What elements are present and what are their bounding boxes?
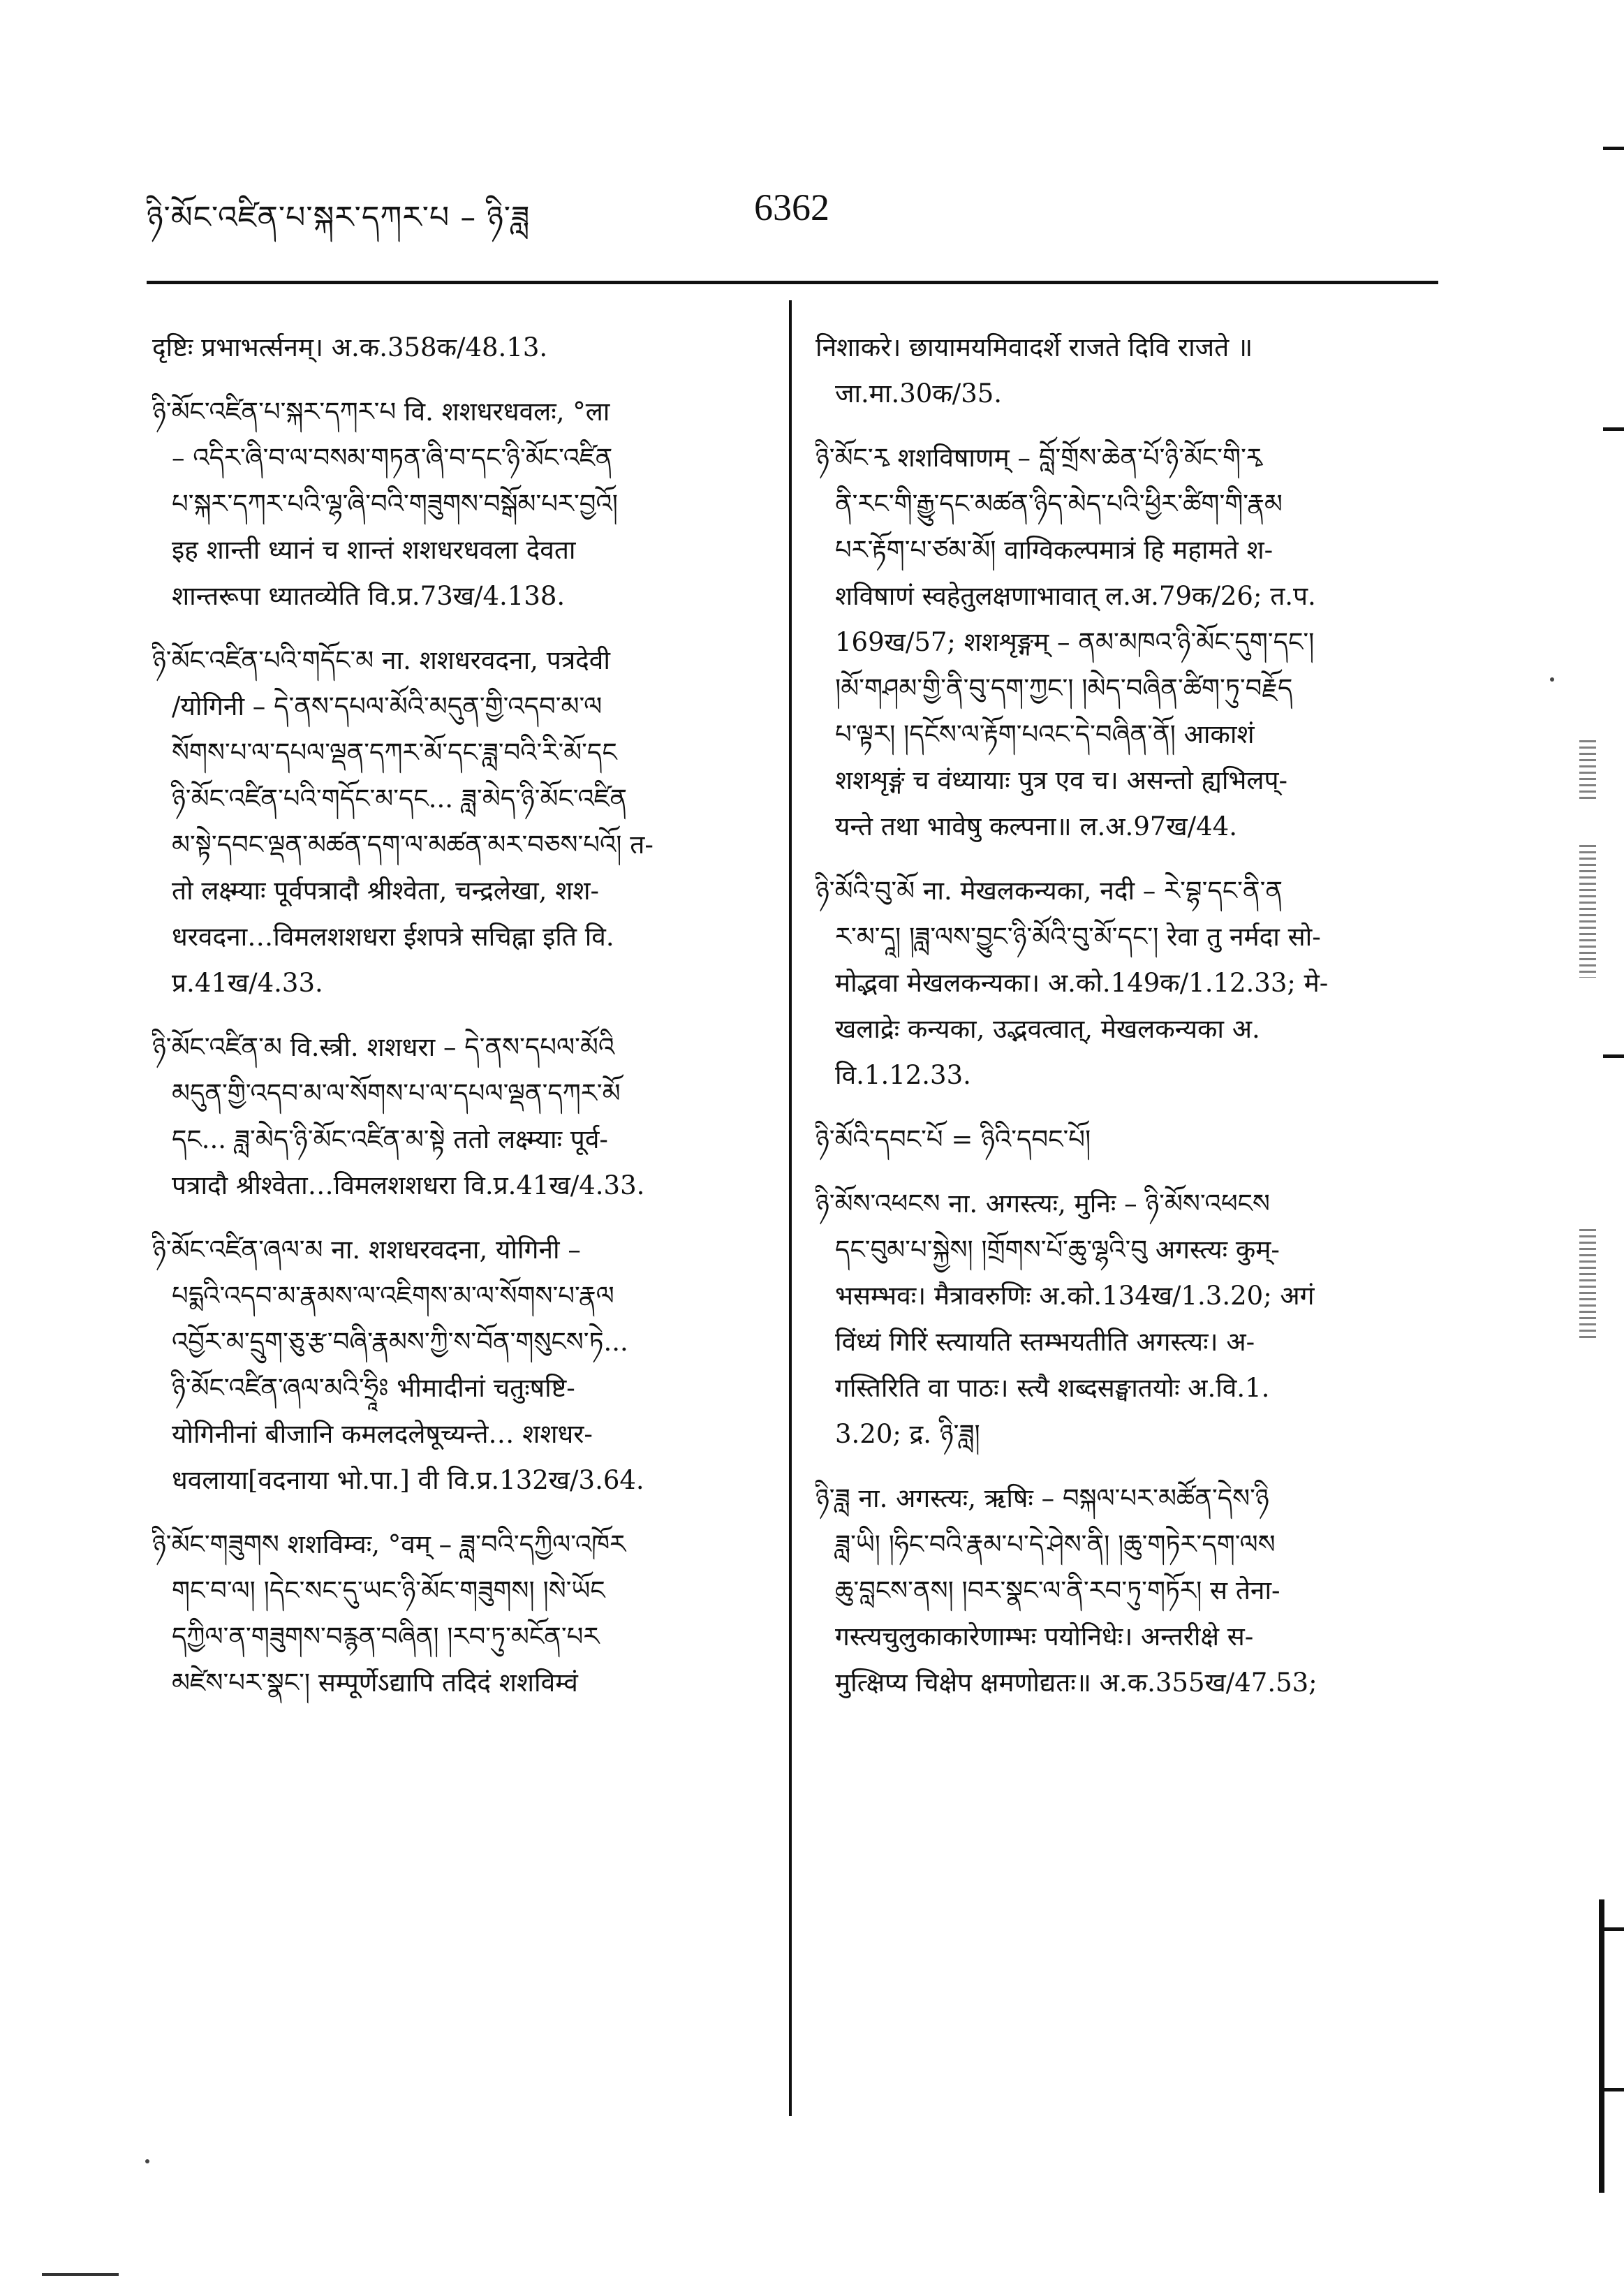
entry-headline: ཉི་མོང་རྭ शशविषाणम् – བློ་གྲོས་ཆེན་པོ་ཉི་མོང་གི་རྭ — [815, 443, 1262, 473]
entry-headline: ཉི་མོའི་བུ་མོ ना. मेखलकन्यका, नदी – རེ་བྷ་དང་ནི་ན — [815, 876, 1283, 906]
entry-headline: ཉི་མོས་འཕངས ना. अगस्त्यः, मुनिः – ཉི་མོས་འཕངས — [815, 1189, 1270, 1219]
entry-text-line: མདུན་གྱི་འདབ་མ་ལ་སོགས་པ་ལ་དཔལ་ལྡན་དཀར་མོ — [172, 1078, 621, 1108]
entry-headline: ཉི་མོང་འཛིན་པའི་གདོང་མ ना. शशधरवदना, पत्रदेवी — [152, 645, 610, 675]
edge-binding-line — [1599, 1899, 1604, 2193]
entry-text-line: यन्ते तथा भावेषु कल्पना॥ ल.अ.97ख/44. — [835, 811, 1237, 841]
entry-text-line: योगिनीनां बीजानि कमलदलेषूच्यन्ते… शशधर- — [172, 1419, 593, 1449]
entry-text-line: इह शान्ती ध्यानं च शान्तं शशधरधवला देवता — [172, 535, 576, 565]
scan-speck — [145, 2159, 149, 2163]
entry-text-line: གང་བ་ལ། །དེང་སང་དུ་ཡང་ཉི་མོང་གཟུགས། །སེ་ཡོང — [172, 1575, 605, 1605]
page-number: 6362 — [754, 186, 829, 228]
entry-text-line: धरवदना…विमलशशधरा ईशपत्रे सचिह्ना इति वि. — [172, 922, 614, 952]
dictionary-entry — [152, 1227, 767, 1503]
dictionary-entry — [152, 1024, 767, 1209]
entry-text-line: 3.20; द्र. ཉི་ཟླ། — [835, 1419, 980, 1449]
dictionary-entry — [815, 1117, 1430, 1163]
dictionary-entry — [815, 1181, 1430, 1457]
entry-text-line: དང་བུམ་པ་སྐྱེས། །གྲོགས་པོ་ཆུ་ལྷའི་བུ अगस्त्यः कुम्- — [835, 1235, 1280, 1265]
entry-text-line: गस्त्यचुलुकाकारेणाम्भः पयोनिधेः। अन्तरीक्षे स- — [835, 1622, 1254, 1652]
entry-text-line: शान्तरूपा ध्यातव्येति वि.प्र.73ख/4.138. — [172, 581, 566, 611]
edge-mark — [1603, 1927, 1624, 1931]
edge-stain — [1579, 740, 1596, 803]
entry-text-line: ཆུ་བླངས་ནས། །བར་སྣང་ལ་ནི་རབ་ཏུ་གཏོར། स तेना- — [835, 1575, 1280, 1605]
entry-text-line: མ་སྟེ་དབང་ལྡན་མཚན་དག་ལ་མཚན་མར་བཅས་པའོ། त- — [172, 830, 654, 860]
entry-text-line: पत्रादौ श्रीश्वेता…विमलशशधरा वि.प्र.41ख/4.33. — [172, 1170, 645, 1200]
entry-text-line: པ་ལྟར། །དངོས་ལ་རྟོག་པའང་དེ་བཞིན་ནོ། आकाशं — [835, 719, 1255, 749]
edge-stain — [1579, 1229, 1596, 1341]
entry-headline: ཉི་མོའི་དབང་པོ = ཉིའི་དབང་པོ། — [815, 1124, 1091, 1154]
edge-mark — [1603, 427, 1624, 431]
entry-text-line: དང... ཟླ་མེད་ཉི་མོང་འཛིན་མ་སྟེ ततो लक्ष्म्याः पूर्व- — [172, 1124, 608, 1154]
entry-text-line: འབྱོར་མ་དྲུག་ཅུ་རྩ་བཞི་རྣམས་ཀྱི་ས་བོན་གསུངས་ཏེ... — [172, 1327, 628, 1357]
dictionary-entry — [152, 1522, 767, 1706]
entry-text-line: भसम्भवः। मैत्रावरुणिः अ.को.134ख/1.3.20; अगं — [835, 1281, 1315, 1311]
edge-mark — [1603, 147, 1624, 150]
entry-text-line: – འདིར་ཞི་བ་ལ་བསམ་གཏན་ཞི་བ་དང་ཉི་མོང་འཛིན — [172, 443, 613, 473]
entry-text-line: मुत्क्षिप्य चिक्षेप क्षमणोद्यतः॥ अ.क.355ख/47.53; — [835, 1668, 1317, 1698]
entry-text-line: विंध्यं गिरिं स्त्यायति स्तम्भयतीति अगस्त्यः। अ- — [835, 1327, 1255, 1357]
entry-text-line: /योगिनी – དེ་ནས་དཔལ་མོའི་མདུན་གྱི་འདབ་མ་ལ — [172, 691, 603, 721]
scan-speck — [1550, 677, 1554, 682]
column-divider — [789, 300, 792, 2116]
entry-text-line: པདྨའི་འདབ་མ་རྣམས་ལ་འཇིགས་མ་ལ་སོགས་པ་རྣལ — [172, 1281, 614, 1311]
entry-headline: दृष्टिः प्रभाभर्त्सनम्। अ.क.358क/48.13. — [152, 332, 548, 362]
entry-text-line: धवलाया[वदनाया भो.पा.] वी वि.प्र.132ख/3.64. — [172, 1465, 644, 1495]
entry-headline: ཉི་མོང་འཛིན་མ वि.स्त्री. शशधरा – དེ་ནས་དཔལ་མོའི — [152, 1032, 615, 1062]
dictionary-entry — [815, 325, 1430, 417]
entry-text-line: गस्तिरिति वा पाठः। स्त्यै शब्दसङ्घातयोः अ.वि.1. — [835, 1373, 1270, 1403]
entry-text-line: प्र.41ख/4.33. — [172, 968, 323, 998]
entry-text-line: ཉི་མོང་འཛིན་ཞལ་མའི་ཧྲཱིཿ भीमादीनां चतुःषष्टि- — [172, 1373, 575, 1403]
entry-headline: ཉི་མོང་འཛིན་པ་སྐར་དཀར་པ वि. शशधरधवलः, °ला — [152, 397, 610, 427]
edge-mark — [1603, 1054, 1624, 1058]
entry-text-line: मोद्भवा मेखलकन्यका। अ.को.149क/1.12.33; मे- — [835, 968, 1329, 998]
entry-text-line: ར་མ་དཱ། །ཟླ་ལས་བྱུང་ཉི་མོའི་བུ་མོ་དང༌། रेवा तु नर्मदा सो- — [835, 922, 1321, 952]
entry-text-line: खलाद्रेः कन्यका, उद्भवत्वात्, मेखलकन्यका अ. — [835, 1014, 1260, 1044]
entry-text-line: 169ख/57; शशशृङ्गम् – ནམ་མཁའ་ཉི་མོང་དུག་དང་། — [835, 627, 1315, 657]
entry-text-line: ནི་རང་གི་རྒྱུ་དང་མཚན་ཉིད་མེད་པའི་ཕྱིར་ཚིག་གི་རྣམ — [835, 489, 1283, 519]
entry-text-line: जा.मा.30क/35. — [835, 378, 1003, 409]
entry-text-line: དཀྱིལ་ན་གཟུགས་བརྙན་བཞིན། །རབ་ཏུ་མངོན་པར — [172, 1622, 600, 1652]
entry-text-line: །མོ་གཤམ་གྱི་ནི་བུ་དག་ཀྱང༌། །མེད་བཞིན་ཚིག་ཏུ་བརྗོད — [835, 673, 1293, 703]
dictionary-entry — [152, 325, 767, 371]
header-title: ཉི་མོང་འཛིན་པ་སྐར་དཀར་པ – ཉི་ཟླ — [147, 200, 531, 235]
entry-text-line: ཟླ་ཡི། །ཧིང་བའི་རྣམ་པ་དེ་ཤེས་ནི། །ཆུ་གཏེར་དག་ལས — [835, 1529, 1276, 1559]
entry-text-line: པ་སྐར་དཀར་པའི་ལྷ་ཞི་བའི་གཟུགས་བསྒོམ་པར་བྱའོ། — [172, 489, 618, 519]
entry-text-line: शविषाणं स्वहेतुलक्षणाभावात् ल.अ.79क/26; त.प. — [835, 581, 1316, 611]
entry-text-line: शशशृङ्गं च वंध्यायाः पुत्र एव च। असन्तो ह्यभिलप्- — [835, 765, 1288, 795]
left-column — [152, 325, 767, 1724]
right-column — [815, 325, 1430, 1724]
entry-text-line: མཛེས་པར་སྣང༌། सम्पूर्णेऽद्यापि तदिदं शशविम्वं — [172, 1668, 578, 1698]
footer-mark — [42, 2273, 119, 2276]
entry-text-line: वि.1.12.33. — [835, 1060, 971, 1090]
dictionary-entry — [815, 868, 1430, 1098]
edge-mark — [1603, 2088, 1624, 2091]
entry-headline: ཉི་མོང་འཛིན་ཞལ་མ ना. शशधरवदना, योगिनी – — [152, 1235, 581, 1265]
entry-headline: ཉི་མོང་གཟུགས शशविम्वः, °वम् – ཟླ་བའི་དཀྱིལ་འཁོར — [152, 1529, 626, 1559]
header-rule — [147, 281, 1438, 284]
entry-text-line: तो लक्ष्म्याः पूर्वपत्रादौ श्रीश्वेता, चन्द्रलेखा, शश- — [172, 876, 600, 906]
entry-text-line: ཉི་མོང་འཛིན་པའི་གདོང་མ་དང... ཟླ་མེད་ཉི་མོང་འཛིན — [172, 784, 628, 814]
entry-headline: निशाकरे। छायामयमिवादर्शे राजते दिवि राजते ॥ — [815, 332, 1253, 362]
dictionary-entry — [152, 638, 767, 1006]
dictionary-entry — [815, 435, 1430, 850]
dictionary-entry — [152, 389, 767, 619]
entry-text-line: སོགས་པ་ལ་དཔལ་ལྡན་དཀར་མོ་དང་ཟླ་བའི་རི་མོ་དང — [172, 737, 617, 767]
entry-headline: ཉི་ཟླ ना. अगस्त्यः, ऋषिः – བསྐལ་པར་མཚོན་དེས་ཉི — [815, 1483, 1269, 1513]
dictionary-entry — [815, 1476, 1430, 1706]
edge-stain — [1579, 845, 1596, 978]
entry-text-line: པར་རྟོག་པ་ཙམ་མོ། वाग्विकल्पमात्रं हि महामते श- — [835, 535, 1274, 565]
